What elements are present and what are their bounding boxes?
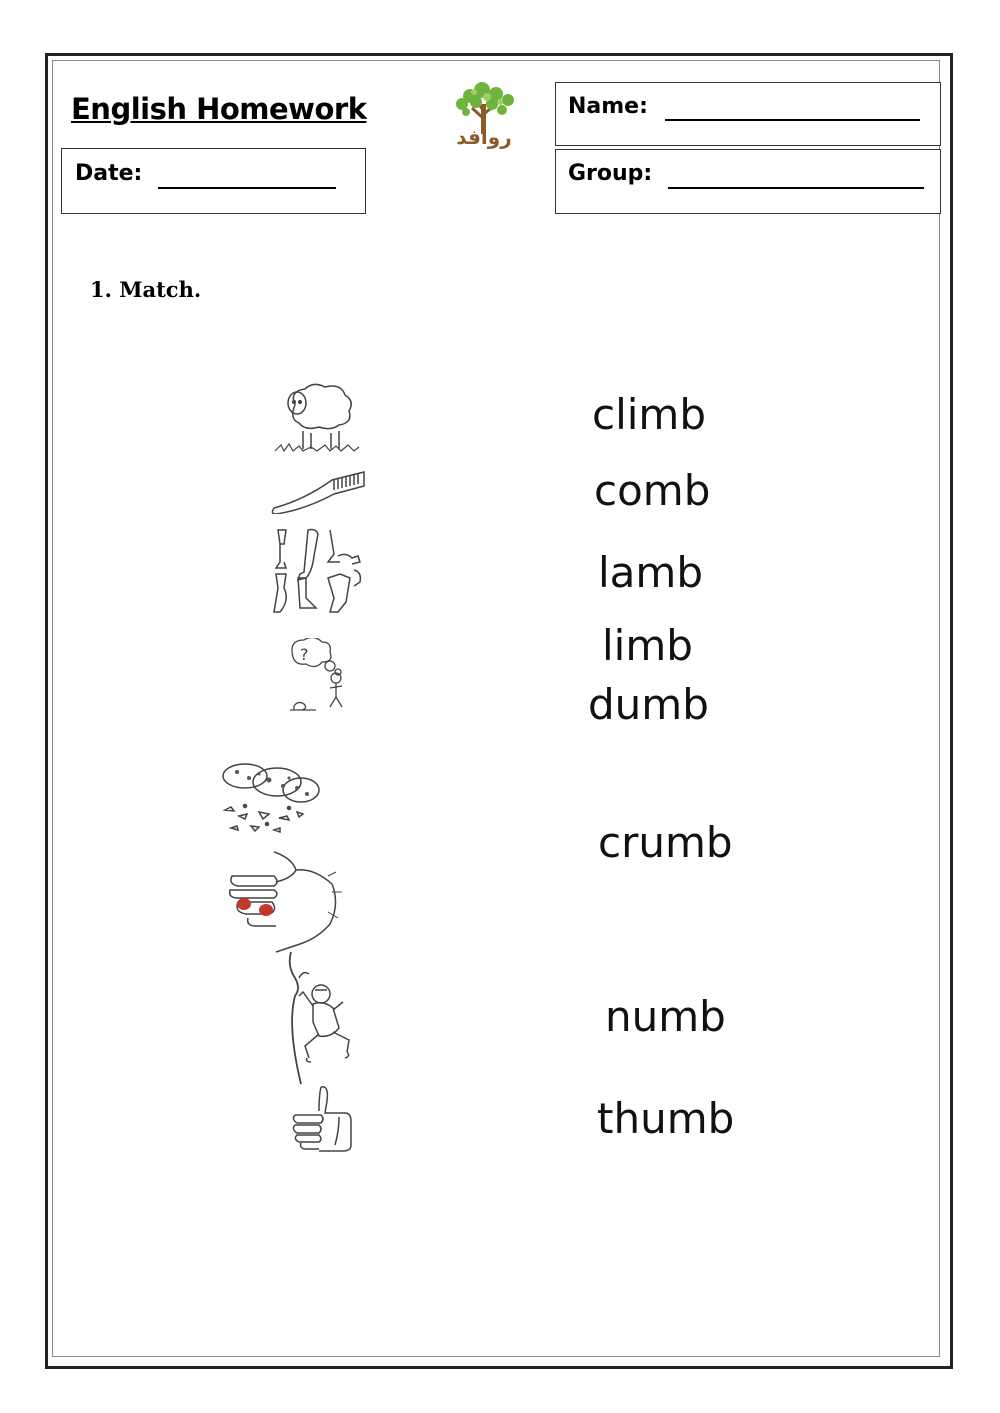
page-title: English Homework <box>71 92 367 126</box>
group-field[interactable] <box>668 187 924 189</box>
exercise-instruction: 1. Match. <box>90 277 202 302</box>
lamb-picture[interactable] <box>273 375 363 455</box>
climb-picture[interactable] <box>285 948 357 1085</box>
word-climb[interactable]: climb <box>592 390 707 439</box>
word-comb[interactable]: comb <box>594 466 711 515</box>
word-crumb[interactable]: crumb <box>598 818 733 867</box>
word-dumb[interactable]: dumb <box>588 680 709 729</box>
school-logo <box>430 82 538 150</box>
thumb-picture[interactable] <box>291 1083 353 1152</box>
word-thumb[interactable]: thumb <box>597 1094 735 1143</box>
group-label: Group: <box>568 161 653 186</box>
date-field[interactable] <box>158 187 336 189</box>
name-field[interactable] <box>665 119 920 121</box>
svg-text:?: ? <box>300 645 309 664</box>
limb-picture[interactable] <box>272 526 366 616</box>
comb-picture[interactable] <box>270 468 367 514</box>
logo-text: روافد <box>456 125 512 149</box>
word-lamb[interactable]: lamb <box>598 548 703 597</box>
crumb-picture[interactable] <box>219 760 322 837</box>
word-numb[interactable]: numb <box>605 992 726 1041</box>
date-label: Date: <box>75 161 143 186</box>
name-label: Name: <box>568 94 648 119</box>
dumb-picture[interactable] <box>286 638 354 713</box>
numb-picture[interactable] <box>224 846 349 953</box>
page-inner-border <box>52 60 940 1357</box>
word-limb[interactable]: limb <box>602 621 693 670</box>
